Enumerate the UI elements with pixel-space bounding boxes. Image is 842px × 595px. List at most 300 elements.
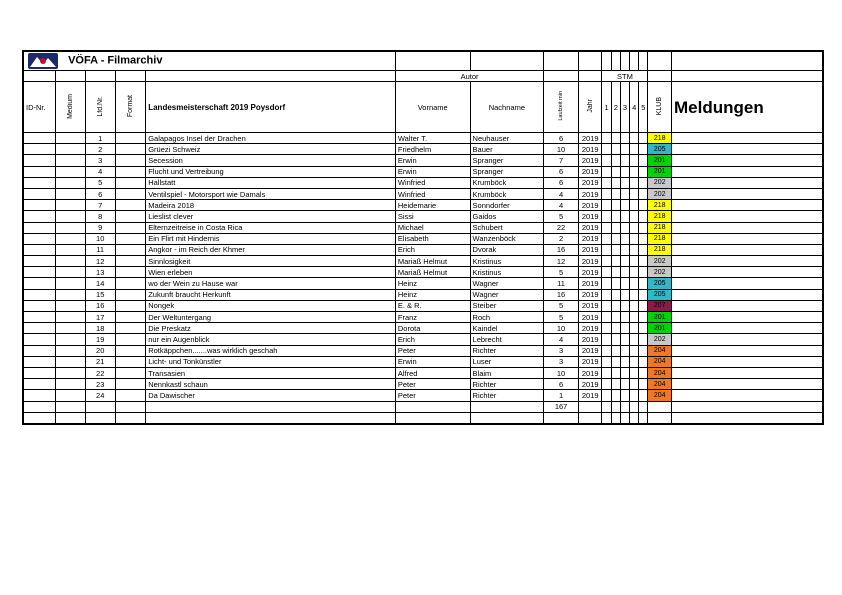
format-cell (115, 155, 146, 166)
id-nr-cell (23, 278, 56, 289)
film-title-cell: Secession (146, 155, 396, 166)
laufzeit-cell: 5 (544, 211, 579, 222)
nachname-cell: Luser (470, 356, 544, 367)
stm-4-cell (630, 334, 639, 345)
format-cell (115, 312, 146, 323)
vorname-cell: Erwin (395, 166, 470, 177)
film-title-cell: Wien erleben (146, 267, 396, 278)
empty-cell (146, 412, 396, 424)
title-cell (23, 51, 395, 71)
stm-3-cell (620, 334, 629, 345)
table-row (23, 278, 823, 289)
klub-badge: 202 (648, 334, 672, 345)
id-nr-cell (23, 334, 56, 345)
stm-4-cell (630, 345, 639, 356)
jahr-cell: 2019 (578, 312, 602, 323)
vorname-cell: Mariaß Helmut (395, 256, 470, 267)
id-nr-cell (23, 256, 56, 267)
stm-2-cell (611, 356, 620, 367)
format-cell (115, 188, 146, 199)
lfd-nr-cell: 13 (85, 267, 115, 278)
table-row (23, 200, 823, 211)
stm-1-cell (602, 211, 611, 222)
vorname-cell: Erich (395, 334, 470, 345)
stm-3-cell (620, 233, 629, 244)
jahr-cell: 2019 (578, 144, 602, 155)
table-row (23, 323, 823, 334)
jahr-cell: 2019 (578, 289, 602, 300)
film-title-cell: Flucht und Vertreibung (146, 166, 396, 177)
laufzeit-cell: 5 (544, 312, 579, 323)
stm-2-cell (611, 188, 620, 199)
table-row (23, 367, 823, 378)
stm-4-cell (630, 200, 639, 211)
id-nr-cell (23, 155, 56, 166)
klub-badge: 204 (648, 345, 672, 356)
film-title-cell: Transasien (146, 367, 396, 378)
laufzeit-cell: 5 (544, 300, 579, 311)
empty-cell (672, 401, 824, 412)
meldungen-cell (672, 256, 824, 267)
nachname-cell: Neuhauser (470, 133, 544, 144)
nachname-cell: Schubert (470, 222, 544, 233)
stm-4-cell (630, 188, 639, 199)
stm-5-cell (639, 155, 648, 166)
id-nr-cell (23, 356, 56, 367)
stm-3-cell (620, 323, 629, 334)
stm-1-cell (602, 300, 611, 311)
id-nr-cell (23, 144, 56, 155)
nachname-cell: Krumböck (470, 177, 544, 188)
empty-cell (620, 412, 629, 424)
stm-3-cell (620, 177, 629, 188)
stm-2-cell (611, 379, 620, 390)
medium-cell (56, 289, 86, 300)
stm-2-cell (611, 312, 620, 323)
stm-2-cell (611, 233, 620, 244)
id-nr-cell (23, 244, 56, 255)
jahr-cell: 2019 (578, 222, 602, 233)
lfd-nr-cell: 4 (85, 166, 115, 177)
stm-5-cell (639, 211, 648, 222)
film-title-cell: Galapagos Insel der Drachen (146, 133, 396, 144)
stm-5-cell (639, 356, 648, 367)
format-header: Format (126, 94, 134, 118)
stm-2-cell (611, 211, 620, 222)
laufzeit-cell: 3 (544, 356, 579, 367)
klub-badge: 218 (648, 222, 672, 233)
stm-4-cell (630, 356, 639, 367)
medium-cell (56, 133, 86, 144)
klub-header: KLUB (656, 96, 664, 116)
laufzeit-header: Laufzeit min (557, 91, 564, 121)
laufzeit-cell: 6 (544, 177, 579, 188)
klub-badge: 205 (648, 278, 672, 289)
stm-2-cell (611, 278, 620, 289)
stm-1-cell (602, 334, 611, 345)
stm-1-cell (602, 345, 611, 356)
stm-5-cell (639, 334, 648, 345)
total-minutes: 167 (544, 401, 579, 412)
stm-1-cell (602, 133, 611, 144)
empty-cell (395, 401, 470, 412)
stm-5-cell (639, 278, 648, 289)
empty-cell (639, 401, 648, 412)
id-nr-cell (23, 211, 56, 222)
empty-cell (115, 401, 146, 412)
laufzeit-cell: 6 (544, 133, 579, 144)
table-row (23, 289, 823, 300)
format-cell (115, 267, 146, 278)
id-nr-cell (23, 300, 56, 311)
table-row (23, 211, 823, 222)
meldungen-cell (672, 300, 824, 311)
vorname-header: Vorname (395, 82, 470, 133)
stm-5-cell (639, 244, 648, 255)
laufzeit-cell: 1 (544, 390, 579, 401)
stm-1-cell (602, 390, 611, 401)
stm-3-cell (620, 345, 629, 356)
stm-5-cell (639, 323, 648, 334)
stm-2-header: 2 (611, 82, 620, 133)
laufzeit-cell: 10 (544, 323, 579, 334)
laufzeit-cell: 10 (544, 144, 579, 155)
stm-4-cell (630, 323, 639, 334)
jahr-cell: 2019 (578, 155, 602, 166)
klub-badge: 202 (648, 256, 672, 267)
empty-cell (85, 412, 115, 424)
stm-2-cell (611, 323, 620, 334)
nachname-cell: Spranger (470, 155, 544, 166)
format-cell (115, 390, 146, 401)
stm-3-cell (620, 188, 629, 199)
stm-3-cell (620, 278, 629, 289)
stm-4-cell (630, 222, 639, 233)
klub-badge: 207 (648, 300, 672, 311)
laufzeit-cell: 11 (544, 278, 579, 289)
laufzeit-cell: 12 (544, 256, 579, 267)
meldungen-cell (672, 390, 824, 401)
film-title-cell: Hallstatt (146, 177, 396, 188)
stm-3-cell (620, 155, 629, 166)
stm-5-cell (639, 188, 648, 199)
format-cell (115, 244, 146, 255)
nachname-cell: Spranger (470, 166, 544, 177)
medium-cell (56, 233, 86, 244)
lfd-nr-cell: 1 (85, 133, 115, 144)
format-cell (115, 144, 146, 155)
nachname-cell: Richter (470, 379, 544, 390)
medium-cell (56, 334, 86, 345)
lfd-nr-cell: 8 (85, 211, 115, 222)
id-nr-cell (23, 177, 56, 188)
stm-1-cell (602, 267, 611, 278)
stm-2-cell (611, 367, 620, 378)
stm-2-cell (611, 256, 620, 267)
klub-badge: 205 (648, 289, 672, 300)
laufzeit-cell: 5 (544, 267, 579, 278)
stm-3-cell (620, 367, 629, 378)
format-cell (115, 211, 146, 222)
table-row (23, 166, 823, 177)
medium-cell (56, 200, 86, 211)
film-title-cell: Grüezi Schweiz (146, 144, 396, 155)
stm-3-cell (620, 267, 629, 278)
blank-row (23, 412, 823, 424)
klub-badge: 202 (648, 188, 672, 199)
stm-2-cell (611, 166, 620, 177)
table-row (23, 379, 823, 390)
stm-4-cell (630, 233, 639, 244)
format-cell (115, 289, 146, 300)
film-title-cell: Sinnlosigkeit (146, 256, 396, 267)
meldungen-cell (672, 278, 824, 289)
laufzeit-cell: 6 (544, 379, 579, 390)
empty-cell (56, 412, 86, 424)
medium-cell (56, 278, 86, 289)
stm-4-cell (630, 256, 639, 267)
table-row (23, 133, 823, 144)
laufzeit-cell: 10 (544, 367, 579, 378)
laufzeit-cell: 6 (544, 166, 579, 177)
lfd-nr-cell: 12 (85, 256, 115, 267)
stm-4-cell (630, 166, 639, 177)
nachname-header: Nachname (470, 82, 544, 133)
jahr-cell: 2019 (578, 278, 602, 289)
film-title-cell: Licht- und Tonkünstler (146, 356, 396, 367)
medium-cell (56, 188, 86, 199)
laufzeit-cell: 16 (544, 289, 579, 300)
stm-2-cell (611, 289, 620, 300)
jahr-cell: 2019 (578, 256, 602, 267)
stm-1-cell (602, 177, 611, 188)
empty-cell (602, 401, 611, 412)
medium-cell (56, 345, 86, 356)
stm-5-cell (639, 166, 648, 177)
vorname-cell: Erwin (395, 155, 470, 166)
stm-3-cell (620, 356, 629, 367)
film-title-cell: Angkor - im Reich der Khmer (146, 244, 396, 255)
empty-cell (578, 412, 602, 424)
format-cell (115, 177, 146, 188)
stm-2-cell (611, 200, 620, 211)
laufzeit-cell: 2 (544, 233, 579, 244)
meldungen-cell (672, 356, 824, 367)
medium-cell (56, 390, 86, 401)
jahr-cell: 2019 (578, 177, 602, 188)
empty-cell (648, 401, 672, 412)
vorname-cell: Sissi (395, 211, 470, 222)
nachname-cell: Roch (470, 312, 544, 323)
meldungen-cell (672, 334, 824, 345)
nachname-cell: Dvorak (470, 244, 544, 255)
lfd-nr-header: Lfd.Nr. (96, 95, 104, 117)
vorname-cell: Winfried (395, 188, 470, 199)
empty-cell (639, 412, 648, 424)
lfd-nr-cell: 22 (85, 367, 115, 378)
stm-4-cell (630, 244, 639, 255)
jahr-cell: 2019 (578, 233, 602, 244)
jahr-cell: 2019 (578, 345, 602, 356)
jahr-cell: 2019 (578, 188, 602, 199)
nachname-cell: Richter (470, 345, 544, 356)
table-row (23, 188, 823, 199)
medium-cell (56, 323, 86, 334)
voefa-logo-icon (26, 52, 62, 70)
medium-cell (56, 244, 86, 255)
table-row (23, 390, 823, 401)
meldungen-cell (672, 244, 824, 255)
empty-cell (578, 401, 602, 412)
format-cell (115, 300, 146, 311)
laufzeit-cell: 7 (544, 155, 579, 166)
stm-1-cell (602, 367, 611, 378)
klub-badge: 202 (648, 177, 672, 188)
nachname-cell: Sonndorfer (470, 200, 544, 211)
meldungen-header: Meldungen (672, 82, 824, 133)
stm-3-cell (620, 200, 629, 211)
stm-1-cell (602, 144, 611, 155)
jahr-cell: 2019 (578, 367, 602, 378)
klub-badge: 202 (648, 267, 672, 278)
stm-2-cell (611, 155, 620, 166)
stm-2-cell (611, 267, 620, 278)
medium-cell (56, 211, 86, 222)
vorname-cell: Peter (395, 379, 470, 390)
stm-5-cell (639, 312, 648, 323)
id-nr-cell (23, 289, 56, 300)
stm-4-cell (630, 390, 639, 401)
jahr-cell: 2019 (578, 390, 602, 401)
id-nr-cell (23, 133, 56, 144)
stm-5-cell (639, 133, 648, 144)
meldungen-cell (672, 379, 824, 390)
meldungen-cell (672, 289, 824, 300)
table-row (23, 177, 823, 188)
empty-cell (602, 412, 611, 424)
vorname-cell: Walter T. (395, 133, 470, 144)
lfd-nr-cell: 6 (85, 188, 115, 199)
film-title-cell: Ventilspiel - Motorsport wie Damals (146, 188, 396, 199)
stm-5-cell (639, 256, 648, 267)
jahr-cell: 2019 (578, 300, 602, 311)
medium-cell (56, 177, 86, 188)
table-row (23, 356, 823, 367)
empty-cell (85, 401, 115, 412)
vorname-cell: Alfred (395, 367, 470, 378)
id-nr-cell (23, 323, 56, 334)
stm-2-cell (611, 144, 620, 155)
vorname-cell: Winfried (395, 177, 470, 188)
format-cell (115, 166, 146, 177)
lfd-nr-cell: 3 (85, 155, 115, 166)
lfd-nr-cell: 24 (85, 390, 115, 401)
lfd-nr-cell: 16 (85, 300, 115, 311)
table-row (23, 334, 823, 345)
lfd-nr-cell: 18 (85, 323, 115, 334)
event-header: Landesmeisterschaft 2019 Poysdorf (146, 82, 396, 133)
film-title-cell: Ein Flirt mit Hindernis (146, 233, 396, 244)
meldungen-cell (672, 155, 824, 166)
stm-2-cell (611, 177, 620, 188)
stm-3-cell (620, 390, 629, 401)
format-cell (115, 367, 146, 378)
stm-2-cell (611, 222, 620, 233)
stm-4-cell (630, 211, 639, 222)
stm-4-cell (630, 133, 639, 144)
stm-5-cell (639, 367, 648, 378)
stm-5-cell (639, 345, 648, 356)
medium-cell (56, 256, 86, 267)
empty-cell (470, 401, 544, 412)
filmarchiv-sheet (22, 50, 824, 527)
stm-2-cell (611, 244, 620, 255)
format-cell (115, 256, 146, 267)
stm-5-cell (639, 144, 648, 155)
meldungen-cell (672, 166, 824, 177)
stm-5-cell (639, 300, 648, 311)
laufzeit-cell: 3 (544, 345, 579, 356)
medium-cell (56, 222, 86, 233)
film-title-cell: Nongek (146, 300, 396, 311)
film-title-cell: Zukunft braucht Herkunft (146, 289, 396, 300)
empty-cell (672, 412, 824, 424)
meldungen-cell (672, 267, 824, 278)
lfd-nr-cell: 17 (85, 312, 115, 323)
empty-cell (611, 401, 620, 412)
klub-badge: 218 (648, 211, 672, 222)
stm-4-cell (630, 177, 639, 188)
stm-4-cell (630, 144, 639, 155)
stm-3-cell (620, 289, 629, 300)
id-nr-cell (23, 188, 56, 199)
stm-2-cell (611, 334, 620, 345)
table-row (23, 233, 823, 244)
nachname-cell: Steiber (470, 300, 544, 311)
stm-1-cell (602, 244, 611, 255)
jahr-header: Jahr (586, 99, 594, 113)
stm-5-cell (639, 233, 648, 244)
meldungen-cell (672, 323, 824, 334)
stm-1-cell (602, 166, 611, 177)
film-title-cell: Da Dawischer (146, 390, 396, 401)
lfd-nr-cell: 21 (85, 356, 115, 367)
empty-cell (23, 412, 56, 424)
stm-4-cell (630, 289, 639, 300)
nachname-cell: Kaindel (470, 323, 544, 334)
filmarchiv-table (22, 50, 824, 425)
stm-3-cell (620, 300, 629, 311)
stm-5-cell (639, 289, 648, 300)
vorname-cell: Dorota (395, 323, 470, 334)
film-title-cell: Der Weltuntergang (146, 312, 396, 323)
id-nr-cell (23, 345, 56, 356)
format-cell (115, 379, 146, 390)
stm-1-cell (602, 155, 611, 166)
stm-1-cell (602, 256, 611, 267)
laufzeit-cell: 22 (544, 222, 579, 233)
id-nr-cell (23, 312, 56, 323)
laufzeit-cell: 16 (544, 244, 579, 255)
stm-1-cell (602, 379, 611, 390)
stm-3-cell (620, 211, 629, 222)
vorname-cell: Michael (395, 222, 470, 233)
klub-badge: 204 (648, 379, 672, 390)
id-nr-cell (23, 367, 56, 378)
vorname-cell: Erwin (395, 356, 470, 367)
meldungen-cell (672, 188, 824, 199)
medium-cell (56, 300, 86, 311)
